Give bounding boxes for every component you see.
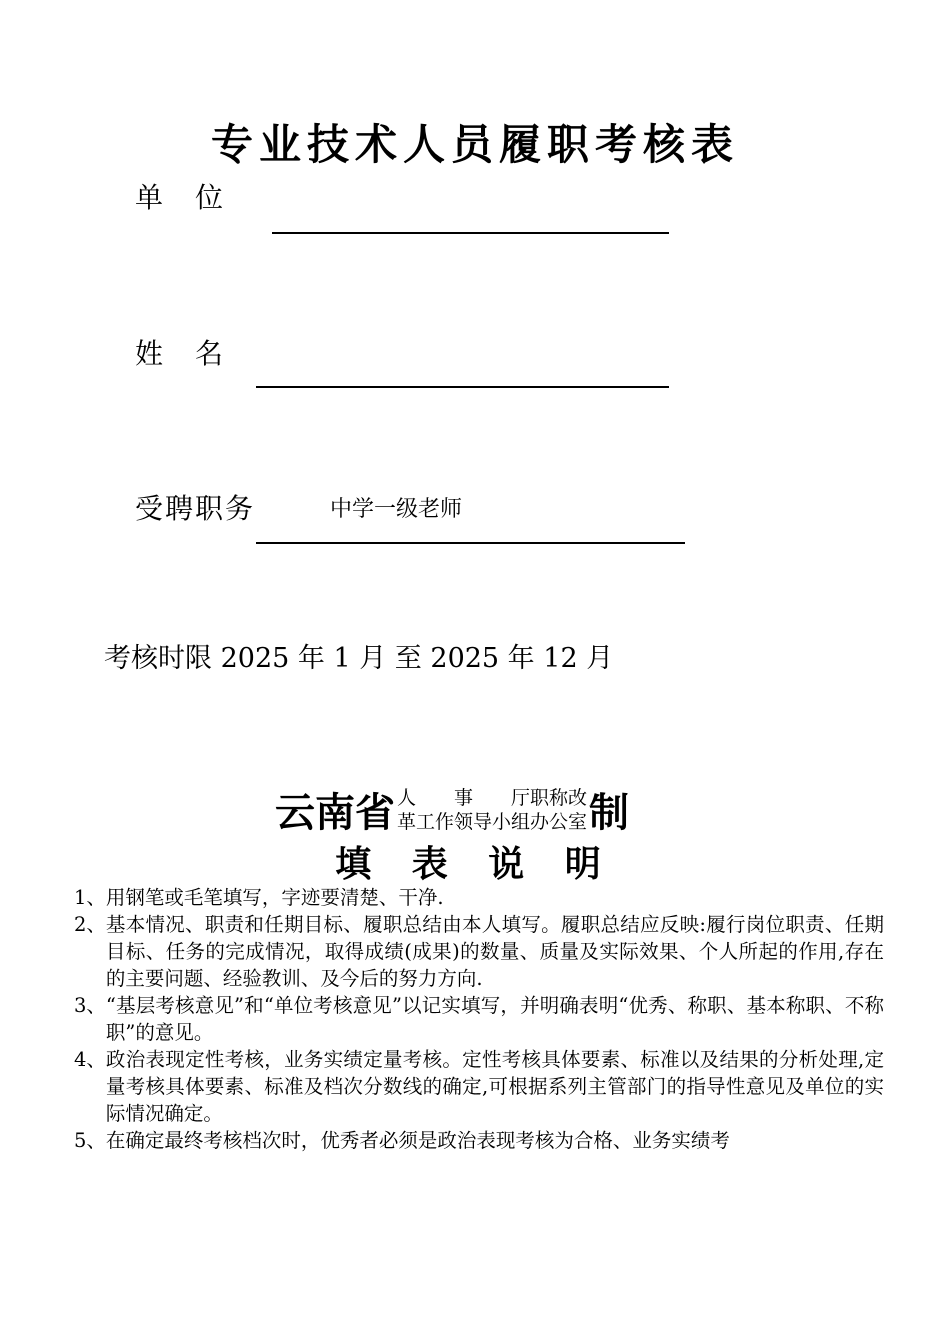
issuer-prefix: 云南省	[275, 790, 395, 836]
position-label: 受聘职务	[135, 492, 256, 525]
unit-underline	[272, 232, 669, 234]
instructions-heading: 填 表 说 明	[335, 844, 615, 885]
instruction-text: 基本情况、职责和任期目标、履职总结由本人填写。履职总结应反映:履行岗位职责、任期目标、任务的完成情况，取得成绩(成果)的数量、质量及实际效果、个人所起的作用,存在的主要问题、经验教训、及今后的努力方向.	[105, 913, 884, 990]
instruction-item	[74, 884, 884, 911]
instruction-text: 在确定最终考核档次时，优秀者必须是政治表现考核为合格、业务实绩考	[105, 1129, 730, 1152]
instruction-number: 4、	[74, 1048, 106, 1071]
instruction-item	[74, 992, 884, 1046]
form-title: 专业技术人员履职考核表	[210, 120, 739, 169]
name-underline	[256, 386, 669, 388]
instructions-list	[74, 884, 884, 1154]
instruction-text: 政治表现定性考核，业务实绩定量考核。定性考核具体要素、标准以及结果的分析处理,定量考核具体要素、标准及档次分数线的确定,可根据系列主管部门的指导性意见及单位的实际情况确定。	[105, 1048, 884, 1125]
issuer-line2: 革工作领导小组办公室	[397, 810, 588, 833]
instruction-number: 2、	[74, 913, 106, 936]
assessment-period: 考核时限 2025 年 1 月 至 2025 年 12 月	[104, 643, 614, 674]
instruction-number: 5、	[74, 1129, 106, 1152]
position-value[interactable]: 中学一级老师	[330, 497, 463, 522]
issuer-suffix: 制	[589, 790, 630, 836]
issuer	[275, 781, 629, 838]
instruction-item	[74, 1127, 884, 1154]
instruction-item	[74, 911, 884, 992]
instruction-number: 3、	[74, 994, 106, 1017]
issuer-department	[397, 786, 587, 834]
instruction-text: “基层考核意见”和“单位考核意见”以记实填写，并明确表明“优秀、称职、基本称职、不称职”的意见。	[105, 994, 884, 1044]
instruction-number: 1、	[74, 886, 106, 909]
issuer-line1: 人 事 厅职称改	[397, 786, 588, 809]
instruction-text: 用钢笔或毛笔填写，字迹要清楚、干净.	[105, 886, 444, 909]
position-underline	[256, 542, 685, 544]
unit-label: 单 位	[135, 181, 226, 214]
name-label: 姓 名	[135, 337, 226, 370]
instruction-item	[74, 1046, 884, 1127]
